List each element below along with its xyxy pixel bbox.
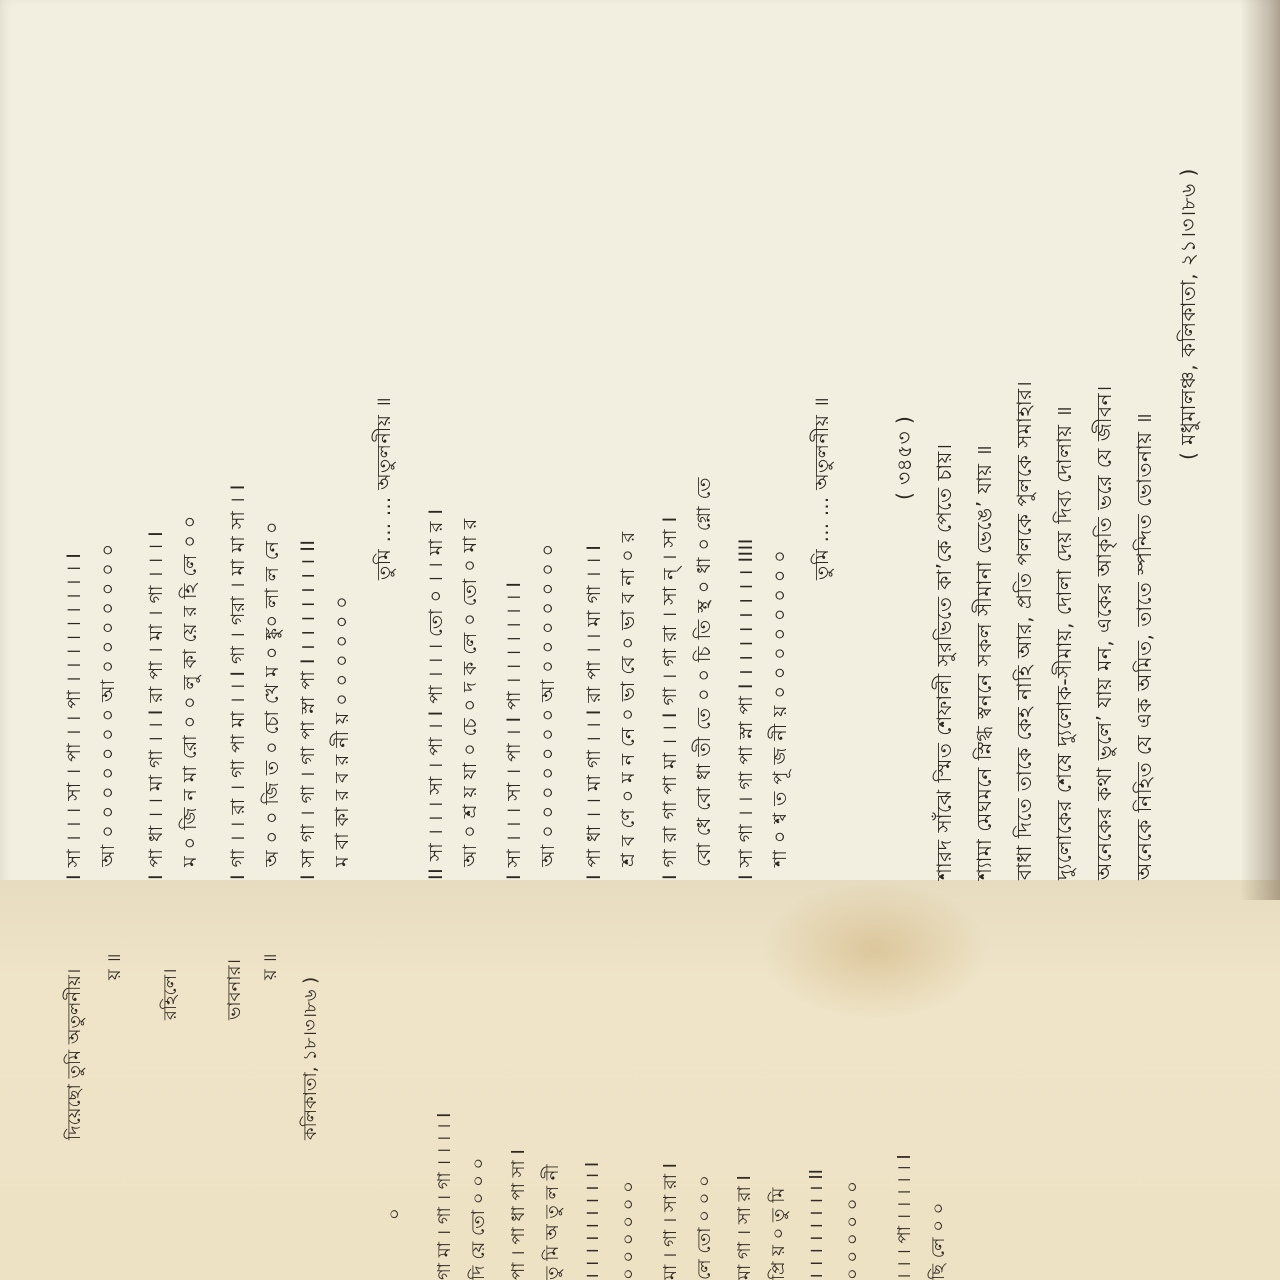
- refrain-line: তুমি ... ... অতুলনীয় ॥: [811, 396, 833, 580]
- left-notation: মা গা । সা রা I: [734, 1175, 755, 1280]
- facing-page-text: [0, 880, 1280, 1280]
- notation-row: I গা রা গা পা মা । । I গা । গা রা । সা ন্ । সা I: [659, 516, 681, 880]
- left-notation: গা মা । গা । গা । । । । I: [434, 1112, 455, 1280]
- left-line: য় ॥: [260, 953, 281, 980]
- notation-row: শ্র ব ণে ০ ম ন নে ০ ভা বে ০ ভা ব না ০ র: [617, 531, 639, 880]
- notation-row: ম ০ জি ন মা রো ০ ০ লু কা য়ে র হি লে ০ ০: [179, 515, 201, 880]
- poem-line: শ্যামা মেঘমনে স্নিগ্ধ স্বননে সকল সীমানা ভেঙে’ যায় ॥: [972, 444, 996, 880]
- notation-row: আ ০ শ্র য় যা ০ চে ০ দ ক লে ০ তো ০ মা র: [459, 518, 481, 880]
- notation-row: I গা । । রা । গা পা মা । । I গা । গরা । মা মা সা । I: [227, 484, 249, 880]
- refrain-line: তুমি ... ... অতুলনীয় ॥: [373, 396, 395, 580]
- notation-row: I সা । । । সা । পা । । পা । । । । । । । । । I: [63, 552, 85, 880]
- notation-row: I সা গা । । গা পা স্না পা I । । । । । । । । IIII: [735, 538, 757, 880]
- notation-block: [60, 20, 840, 880]
- left-line: ভাবনার।: [224, 959, 245, 1020]
- poem-source: ( মধুমালঞ্চ, কলিকাতা, ২১।৩।৮৬ ): [1176, 168, 1200, 460]
- poem-line: বাধা দিতে তাকে কেহ নাহি আর, প্রতি পলকে পুলকে সমাহার।: [1012, 380, 1036, 880]
- notation-row: I পা ধা । । মা গা । । I রা পা । মা । গা । । । I: [145, 530, 167, 880]
- left-notation: প্রি য় ০ তু মি: [768, 1187, 789, 1280]
- notation-row: অ ০ ০ জি ত ০ চো খে ম ০ ঙ্কু০ লা ল নে ০: [261, 521, 283, 880]
- left-line: দিয়েছো তুমি অতুলনীয়।: [64, 968, 85, 1140]
- left-notation: পা । পা ধা পা সা I: [508, 1149, 529, 1280]
- left-notation: ০ ০ ০ ০ ০ ০: [618, 1181, 639, 1280]
- left-line: কলিকাতা, ১৮।৩।৮৬ ): [300, 976, 321, 1140]
- poem-line: দ্যুলোকের শেষে দ্যুলোক-সীমায়, দোলা দেয় দিব্য দোলায় ॥: [1052, 405, 1076, 880]
- left-notation: ছি লে ০ ০: [928, 1202, 949, 1280]
- left-notation: । । । । । । । । II: [806, 1169, 827, 1280]
- notation-row: II সা । । । সা । পা । I পা । । । তো ০ । । মা র I: [425, 508, 447, 880]
- left-notation: । । । পা । । । । । I: [894, 1154, 915, 1280]
- left-notation: লে তো ০ ০ ০: [694, 1175, 715, 1280]
- left-line: রহিলে।: [160, 968, 181, 1020]
- left-line: য় ॥: [104, 953, 125, 980]
- left-notation: তু মি অ তু ল নী: [542, 1164, 563, 1280]
- left-notation: দি য়ে তো ০ ০ ০: [468, 1157, 489, 1280]
- notation-row: I পা ধা । । মা গা । । I রা পা । । মা গা । । I: [583, 544, 605, 880]
- notation-row: শা ০ শ্ব ত পূ জ নী য় ০ ০ ০ ০ ০ ০ ০ ০: [769, 549, 791, 880]
- notation-row: I সা গা । গা । গা পা স্না পা I । । । । । । । II: [297, 539, 319, 880]
- notation-row: আ ০ ০ ০ ০ ০ ০ ০ আ ০ ০ ০ ০ ০ ০ ০: [537, 543, 559, 880]
- left-line: ০: [384, 1208, 405, 1220]
- notation-row: I সা । । । সা । পা । I পা । । । । । । । I: [503, 581, 525, 880]
- notation-row: ম বা কা র ব র নী য় ০ ০ ০ ০ ০ ০: [331, 595, 353, 880]
- song-number: ( ৩৪৫৩ ): [892, 415, 916, 500]
- notation-row: বো ধে বো ধা তী তে ০ ০ চি তি স্থ ০ ধা ০ গ্নো তে: [693, 476, 715, 880]
- left-notation: । । । । । । । । । I: [582, 1161, 603, 1280]
- poem-line: অনেকের কথা ভুলে’ যায় মন, একের আকৃতি ভরে যে জীবন।: [1092, 385, 1116, 880]
- poem-line: অনেকে নিহিত যে এক অমিত, তাতে স্পন্দিত ভোতনায় ॥: [1132, 412, 1156, 880]
- poem-block: [890, 20, 1220, 880]
- left-notation: ০ ০ ০ ০ ০ ০: [842, 1181, 863, 1280]
- poem-line: শারদ সাঁঝে স্মিত শেফালী সুরভিতে কা’কে পেতে চায়।: [932, 443, 956, 880]
- left-notation: মা । গা । সা রা I: [660, 1163, 681, 1280]
- notation-row: আ ০ ০ ০ ০ ০ ০ ০ আ ০ ০ ০ ০ ০ ০ ০: [97, 543, 119, 880]
